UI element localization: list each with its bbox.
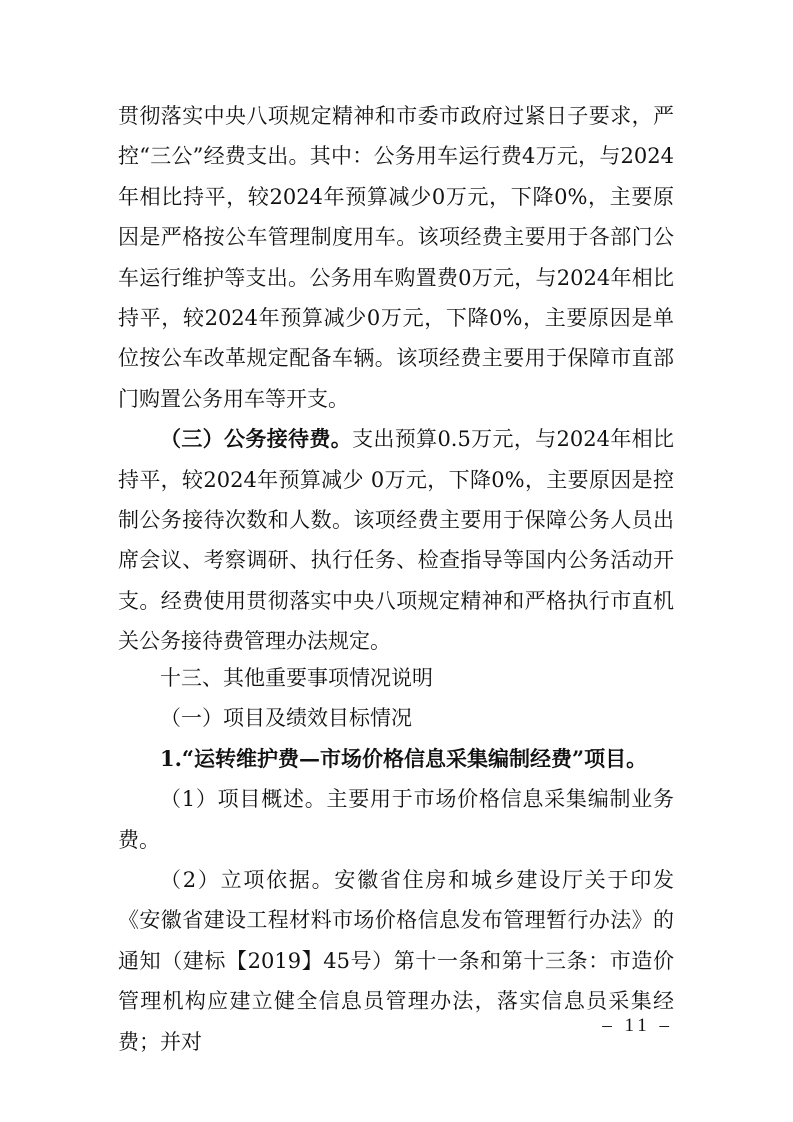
page-number: – 11 – (602, 1015, 673, 1036)
section-13 (118, 658, 674, 1062)
body-text (118, 96, 674, 662)
paragraph-reception-costs (118, 419, 674, 661)
reception-body: 支出预算0.5万元，与2024年相比持平，较2024年预算减少 0万元，下降0%，主要原因是控制公务接待次数和人数。该项经费主要用于保障公务人员出席会议、考察调研、执行任务、检查指导等国内公务活动开支。经费使用贯彻落实中央八项规定精神和严格执行市直机关公务接待费管理办法规定。 (118, 427, 675, 654)
subsection-1-title: （一）项目及绩效目标情况 (160, 706, 412, 731)
reception-heading: （三）公务接待费。 (160, 426, 353, 452)
project-overview: （1）项目概述。主要用于市场价格信息采集编制业务费。 (118, 787, 674, 852)
project-item-title: 1.“运转维护费—市场价格信息采集编制经费”项目。 (160, 745, 648, 771)
project-basis: （2）立项依据。安徽省住房和城乡建设厅关于印发《安徽省建设工程材料市场价格信息发布管理暂行办法》的通知（建标【2019】45号）第十一条和第十三条：市造价管理机构应建立健全信息员管理办法，落实信息员采集经费；并对 (118, 868, 674, 1054)
section-13-title: 十三、其他重要事项情况说明 (160, 666, 433, 690)
paragraph-vehicle-costs: 贯彻落实中央八项规定精神和市委市政府过紧日子要求，严控“三公”经费支出。其中：公务用车运行费4万元，与2024年相比持平，较2024年预算减少0万元，下降0%，主要原因是严格按公车管理制度用车。该项经费主要用于各部门公车运行维护等支出。公务用车购置费0万元，与2024年相比持平，较2024年预算减少0万元，下降0%，主要原因是单位按公车改革规定配备车辆。该项经费主要用于保障市直部门购置公务用车等开支。 (118, 104, 674, 411)
